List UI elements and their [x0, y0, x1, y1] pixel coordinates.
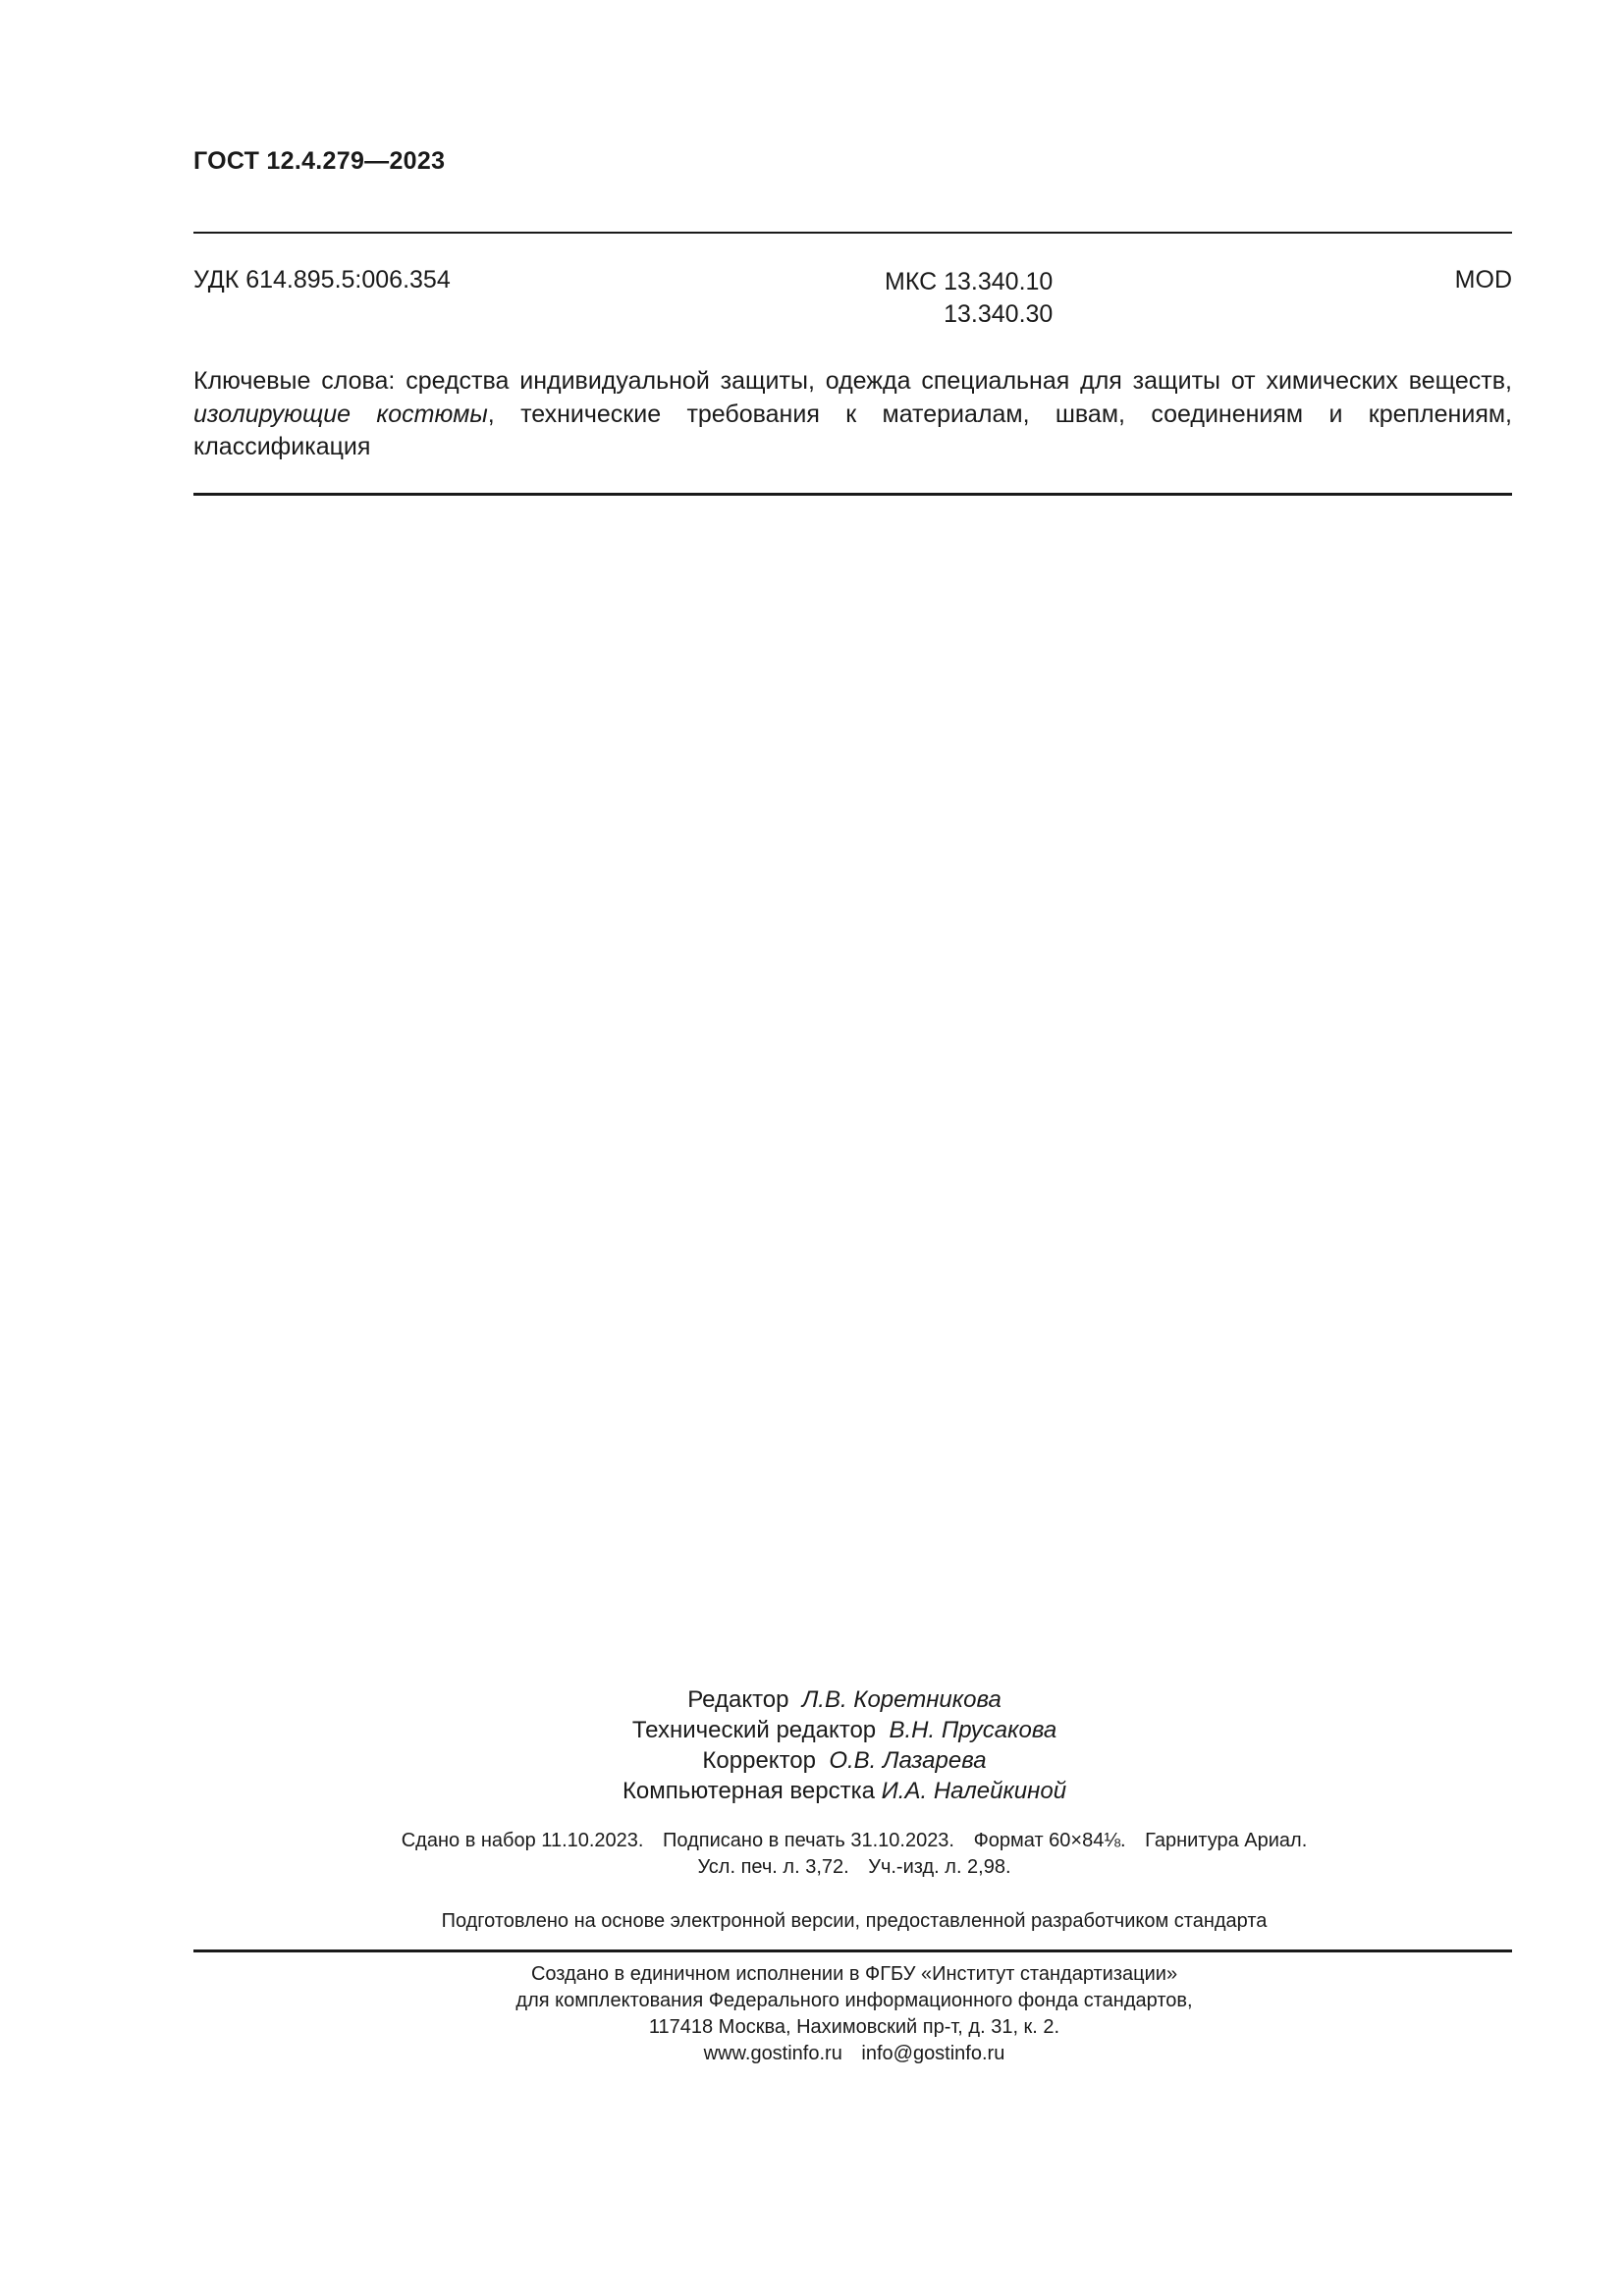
- classification-row: [193, 266, 1512, 335]
- credit-name: Л.В. Коретникова: [801, 1686, 1001, 1713]
- footer-line-3: 117418 Москва, Нахимовский пр-т, д. 31, к. 2.: [648, 2016, 1060, 2038]
- publisher-sheets: Уч.-изд. л. 2,98.: [868, 1856, 1011, 1878]
- mks-code-2: 13.340.30: [944, 300, 1054, 328]
- keywords-paragraph: [193, 365, 1512, 464]
- credit-role: Компьютерная верстка: [622, 1778, 875, 1804]
- signed-date: Подписано в печать 31.10.2023.: [663, 1830, 954, 1851]
- print-sheets: Усл. печ. л. 3,72.: [697, 1856, 849, 1878]
- footer-line-2: для комплектования Федерального информационного фонда стандартов,: [515, 1990, 1193, 2011]
- footer-divider: [193, 1949, 1512, 1952]
- credit-role: Корректор: [702, 1747, 816, 1774]
- modification-mark: MOD: [1454, 266, 1512, 294]
- paper-format: Формат 60×84⅛.: [973, 1830, 1126, 1851]
- submitted-date: Сдано в набор 11.10.2023.: [401, 1830, 644, 1851]
- print-info-line-1: [295, 1828, 1414, 1854]
- top-divider: [193, 232, 1512, 234]
- udk-code: УДК 614.895.5:006.354: [193, 266, 451, 294]
- credit-line: [550, 1745, 1139, 1776]
- credit-line: [550, 1776, 1139, 1806]
- credit-role: Технический редактор: [631, 1717, 877, 1743]
- credit-line: [550, 1715, 1139, 1745]
- publisher-footer: [295, 1961, 1414, 2067]
- keywords-text-2: , технические требования к материалам, швам, соединениям и креплениям, классификация: [193, 400, 1512, 460]
- credit-name: О.В. Лазарева: [829, 1747, 987, 1774]
- keywords-text-1: Ключевые слова: средства индивидуальной защиты, одежда специальная для защиты от химических веществ,: [193, 367, 1512, 395]
- footer-contacts: [295, 2041, 1414, 2067]
- mks-codes: [885, 266, 1053, 331]
- standard-code: ГОСТ 12.4.279—2023: [193, 147, 446, 175]
- credit-line: [550, 1684, 1139, 1715]
- keywords-divider: [193, 493, 1512, 496]
- credit-name: В.Н. Прусакова: [889, 1717, 1057, 1743]
- credit-name: И.А. Налейкиной: [881, 1778, 1067, 1804]
- typeface: Гарнитура Ариал.: [1145, 1830, 1308, 1851]
- credits-block: [550, 1684, 1139, 1806]
- website-link[interactable]: www.gostinfo.ru: [703, 2043, 842, 2064]
- prepared-note: Подготовлено на основе электронной версии, предоставленной разработчиком стандарта: [441, 1910, 1268, 1932]
- print-info-line-2: [295, 1854, 1414, 1881]
- footer-line-1: Создано в единичном исполнении в ФГБУ «Институт стандартизации»: [530, 1963, 1178, 1985]
- credit-role: Редактор: [687, 1686, 789, 1713]
- keywords-italic: изолирующие костюмы: [193, 400, 488, 428]
- print-info: [295, 1828, 1414, 1881]
- mks-code-1: МКС 13.340.10: [885, 268, 1054, 295]
- email-link[interactable]: info@gostinfo.ru: [861, 2043, 1005, 2064]
